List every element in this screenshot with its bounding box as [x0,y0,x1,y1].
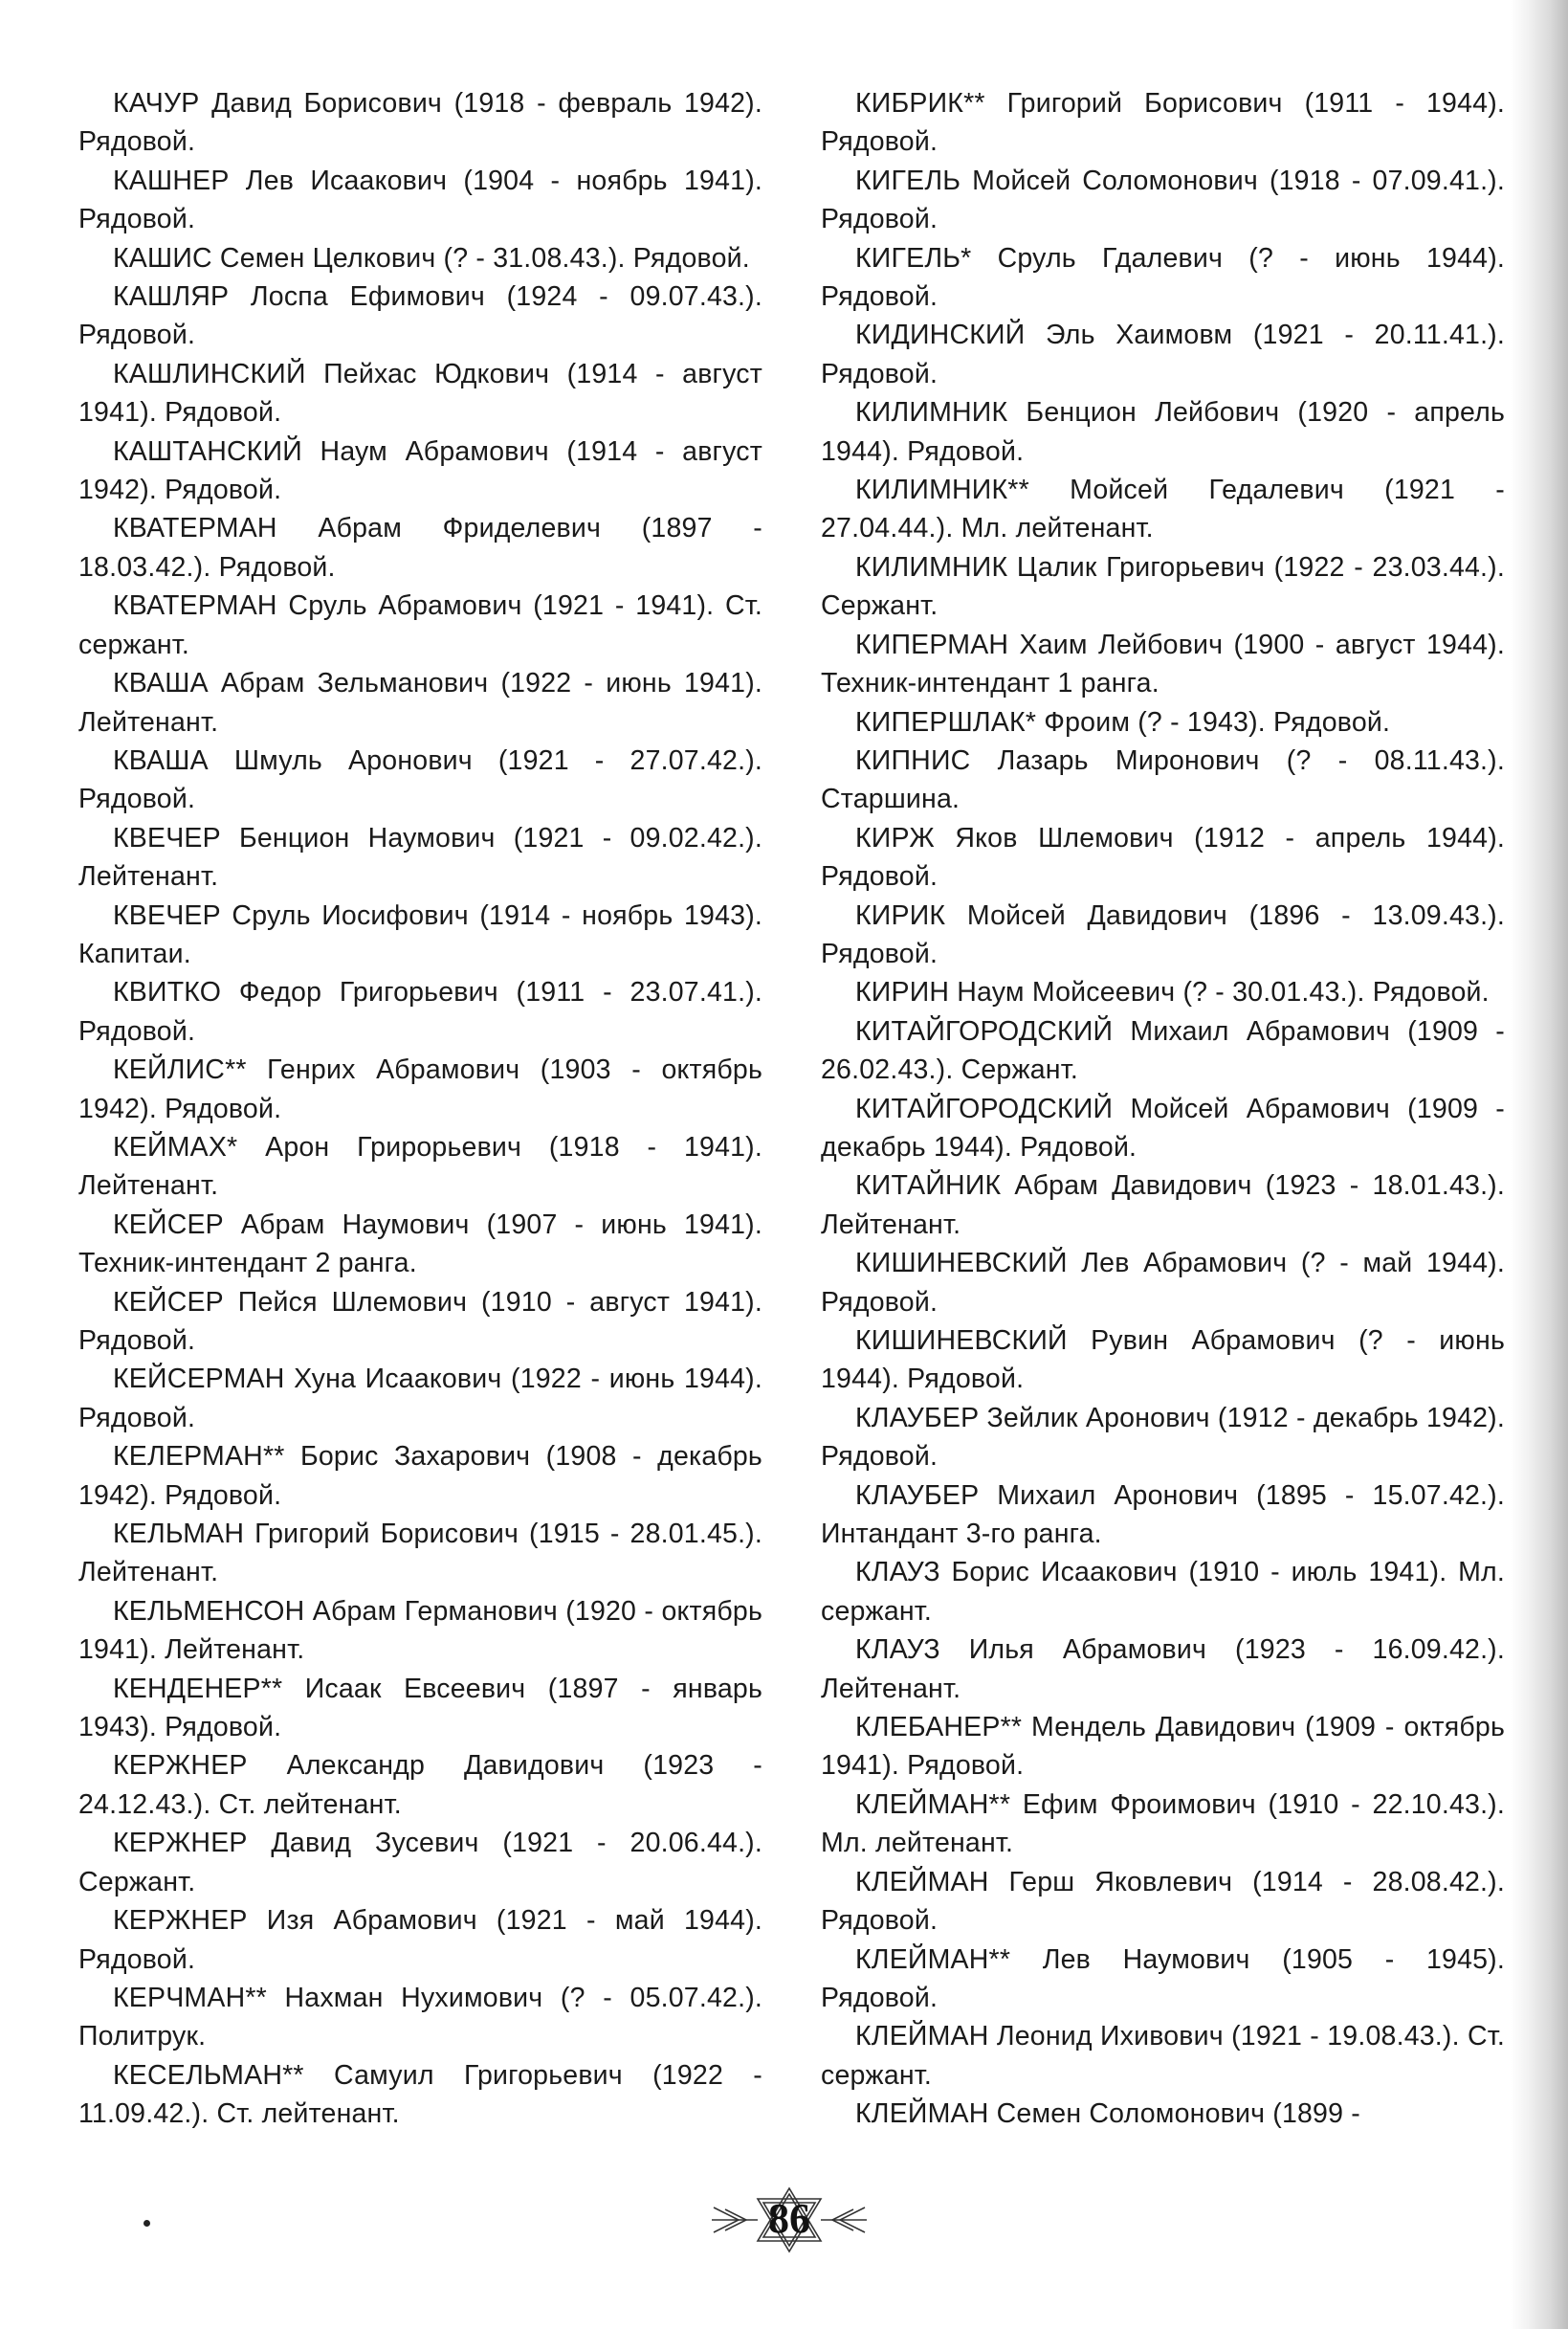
list-entry: КЕЙСЕРМАН Хуна Исаакович (1922 - июнь 1944). Рядовой. [78,1364,762,1433]
list-entry: КВЕЧЕР Бенцион Наумович (1921 - 09.02.42.). Лейтенант. [78,822,762,893]
list-entry: КЕЙСЕР Пейся Шлемович (1910 - август 1941). Рядовой. [78,1286,762,1356]
list-entry: КИШИНЕВСКИЙ Лев Абрамович (? - май 1944). Рядовой. [821,1248,1505,1318]
list-entry: КЛЕЙМАН Леонид Ихивович (1921 - 19.08.43.). Ст. сержант. [821,2021,1505,2091]
list-entry: КЕРЖНЕР Давид Зусевич (1921 - 20.06.44.). Сержант. [78,1828,762,1897]
list-entry: КВЕЧЕР Сруль Иосифович (1914 - ноябрь 1943). Капитаи. [78,899,762,969]
list-entry: КВАТЕРМАН Сруль Абрамович (1921 - 1941). Ст. сержант. [78,590,762,660]
list-entry: КИРИН Наум Мойсеевич (? - 30.01.43.). Рядовой. [855,977,1490,1009]
list-entry: КЛАУЗ Илья Абрамович (1923 - 16.09.42.). Лейтенант. [821,1634,1505,1704]
list-entry: КИРЖ Яков Шлемович (1912 - апрель 1944). Рядовой. [821,822,1505,893]
list-entry: КАШНЕР Лев Исаакович (1904 - ноябрь 1941). Рядовой. [78,165,762,235]
list-entry: КЕЛЕРМАН** Борис Захарович (1908 - декабрь 1942). Рядовой. [78,1441,762,1511]
list-entry: КИТАЙГОРОДСКИЙ Михаил Абрамович (1909 - 26.02.43.). Сержант. [821,1015,1505,1086]
list-entry: КЛАУБЕР Михаил Аронович (1895 - 15.07.42.). Интандант 3-го ранга. [821,1479,1505,1550]
stray-dot-mark [144,2220,150,2227]
list-entry: КИГЕЛЬ* Сруль Гдалевич (? - июнь 1944). Рядовой. [821,242,1505,313]
list-entry: КЛАУБЕР Зейлик Аронович (1912 - декабрь 1942). Рядовой. [821,1402,1505,1473]
list-entry: КЕЙЛИС** Генрих Абрамович (1903 - октябрь 1942). Рядовой. [78,1054,762,1124]
page-number-ornament [708,2186,871,2253]
list-entry: КИПЕРМАН Хаим Лейбович (1900 - август 1944). Техник-интендант 1 ранга. [821,629,1505,699]
list-entry: КИПНИС Лазарь Миронович (? - 08.11.43.). Старшина. [821,744,1505,815]
page-number: 86 [768,2195,810,2242]
list-entry: КИТАЙГОРОДСКИЙ Мойсей Абрамович (1909 - декабрь 1944). Рядовой. [821,1093,1505,1163]
list-entry: КИБРИК** Григорий Борисович (1911 - 1944). Рядовой. [821,88,1505,158]
list-entry: КЛЕЙМАН Герш Яковлевич (1914 - 28.08.42.). Рядовой. [821,1866,1505,1937]
list-entry: КВАША Абрам Зельманович (1922 - июнь 1941). Лейтенант. [78,668,762,738]
list-entry: КЛЕЙМАН** Ефим Фроимович (1910 - 22.10.43.). Мл. лейтенант. [821,1788,1505,1859]
list-entry: КВАТЕРМАН Абрам Фриделевич (1897 - 18.03.42.). Рядовой. [78,513,762,583]
list-entry: КАШТАНСКИЙ Наум Абрамович (1914 - август 1942). Рядовой. [78,435,762,506]
list-entry: КЛЕБАНЕР** Мендель Давидович (1909 - октябрь 1941). Рядовой. [821,1712,1505,1782]
list-entry: КВАША Шмуль Аронович (1921 - 27.07.42.). Рядовой. [78,744,762,815]
list-entry: КИЛИМНИК** Мойсей Гедалевич (1921 - 27.04.44.). Мл. лейтенант. [821,475,1505,544]
list-entry: КИРИК Мойсей Давидович (1896 - 13.09.43.). Рядовой. [821,899,1505,969]
right-column [821,84,1505,2134]
list-entry: КИПЕРШЛАК* Фроим (? - 1943). Рядовой. [855,706,1391,738]
list-entry: КАЧУР Давид Борисович (1918 - февраль 1942). Рядовой. [78,88,762,158]
list-entry: КИШИНЕВСКИЙ Рувин Абрамович (? - июнь 1944). Рядовой. [821,1325,1505,1395]
list-entry: КВИТКО Федор Григорьевич (1911 - 23.07.41.). Рядовой. [78,977,762,1047]
list-entry: КЕСЕЛЬМАН** Самуил Григорьевич (1922 - 11.09.42.). Ст. лейтенант. [78,2059,762,2130]
list-entry: КАШИС Семен Целкович (? - 31.08.43.). Рядовой. [113,242,750,274]
list-entry: КЛЕЙМАН Семен Соломонович (1899 - [855,2098,1360,2130]
list-entry: КЕРЖНЕР Изя Абрамович (1921 - май 1944). Рядовой. [78,1905,762,1975]
list-entry: КЕНДЕНЕР** Исаак Евсеевич (1897 - январь 1943). Рядовой. [78,1673,762,1743]
list-entry: КЛЕЙМАН** Лев Наумович (1905 - 1945). Рядовой. [821,1943,1505,2013]
list-entry: КИТАЙНИК Абрам Давидович (1923 - 18.01.43.). Лейтенант. [821,1170,1505,1240]
list-entry: КИДИНСКИЙ Эль Хаимовм (1921 - 20.11.41.). Рядовой. [821,320,1505,389]
list-entry: КЛАУЗ Борис Исаакович (1910 - июль 1941). Мл. сержант. [821,1557,1505,1627]
list-entry: КЕЛЬМЕНСОН Абрам Германович (1920 - октябрь 1941). Лейтенант. [78,1595,762,1666]
list-entry: КАШЛИНСКИЙ Пейхас Юдкович (1914 - август 1941). Рядовой. [78,358,762,429]
list-entry: КЕЙСЕР Абрам Наумович (1907 - июнь 1941). Техник-интендант 2 ранга. [78,1209,762,1279]
list-entry: КИГЕЛЬ Мойсей Соломонович (1918 - 07.09.41.). Рядовой. [821,165,1505,235]
list-entry: КИЛИМНИК Цалик Григорьевич (1922 - 23.03.44.). Сержант. [821,551,1505,622]
list-entry: КЕЙМАХ* Арон Грирорьевич (1918 - 1941). Лейтенант. [78,1131,762,1202]
list-entry: КЕРЖНЕР Александр Давидович (1923 - 24.12.43.). Ст. лейтенант. [78,1750,762,1820]
list-entry: КЕРЧМАН** Нахман Нухимович (? - 05.07.42.). Политрук. [78,1982,762,2052]
list-entry: КИЛИМНИК Бенцион Лейбович (1920 - апрель 1944). Рядовой. [821,397,1505,467]
page-edge-shadow [1511,0,1568,2329]
list-entry: КАШЛЯР Лоспа Ефимович (1924 - 09.07.43.). Рядовой. [78,281,762,351]
list-entry: КЕЛЬМАН Григорий Борисович (1915 - 28.01.45.). Лейтенант. [78,1519,762,1588]
left-column [78,84,762,2134]
